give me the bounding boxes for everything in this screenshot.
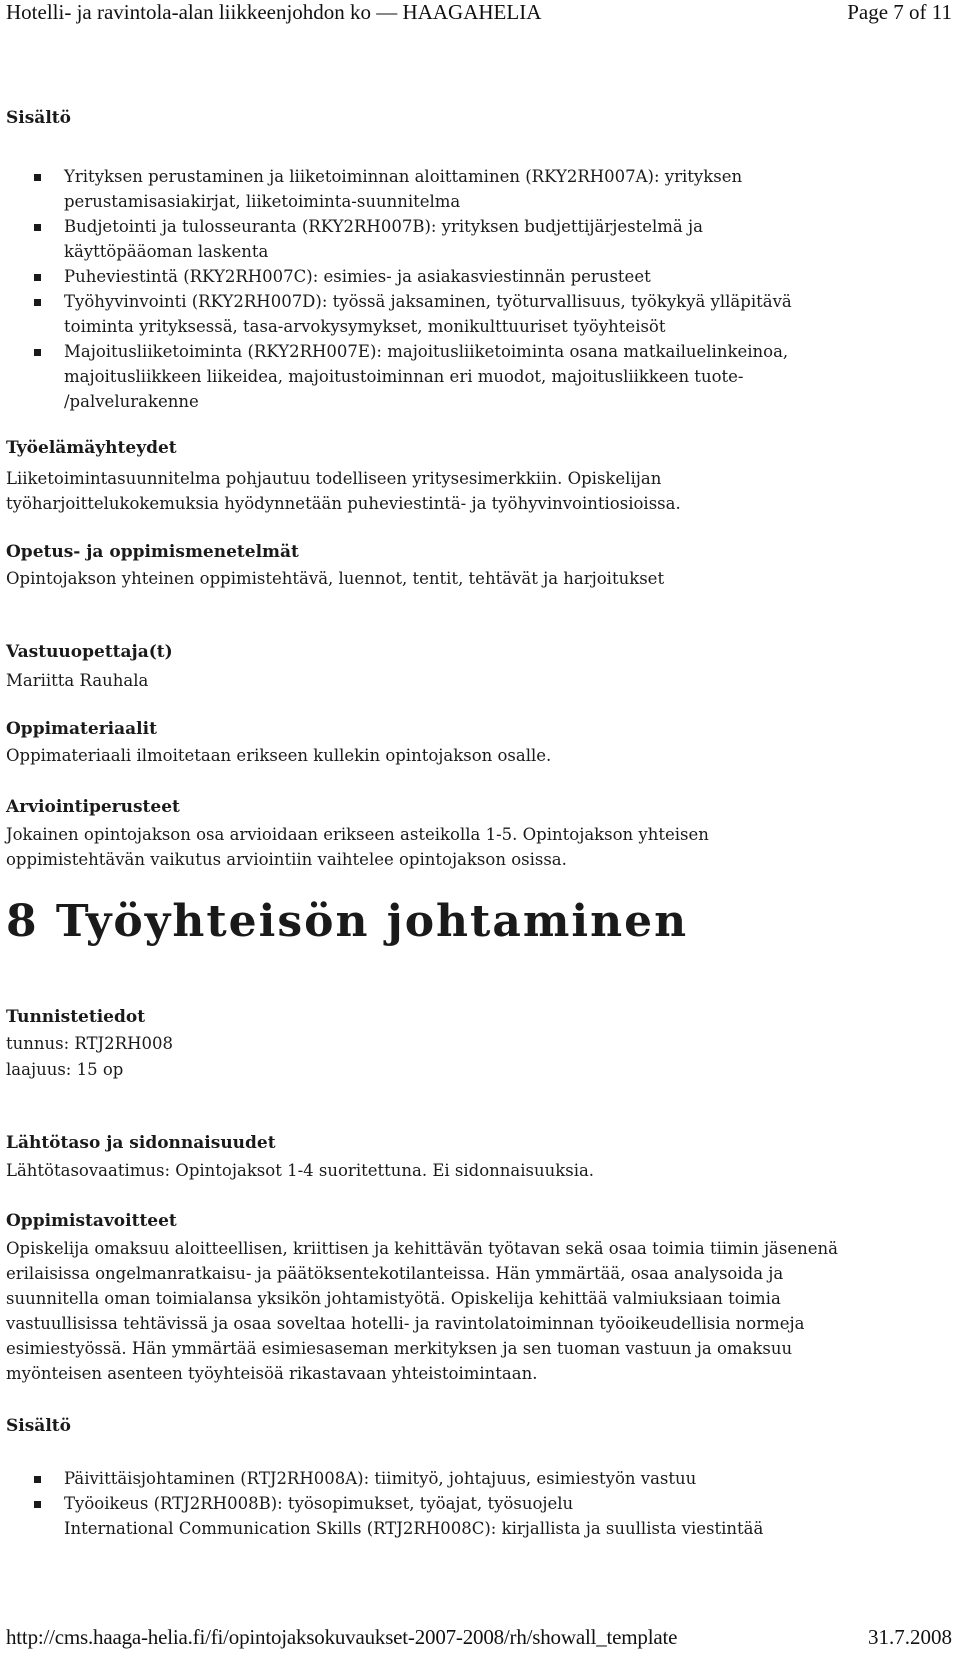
section-heading-lahtotaso: Lähtötaso ja sidonnaisuudet <box>6 1133 276 1153</box>
footer-date: 31.7.2008 <box>868 1625 952 1649</box>
arviointi-text: Jokainen opintojakson osa arvioidaan erikseen asteikolla 1-5. Opintojakson yhteisen oppimistehtävän vaikutus arviointiin vaihtelee opintojakson osissa. <box>6 825 709 869</box>
list-item: Puheviestintä (RKY2RH007C): esimies- ja asiakasviestinnän perusteet <box>6 264 792 289</box>
footer-url: http://cms.haaga-helia.fi/fi/opintojaksokuvaukset-2007-2008/rh/showall_template <box>6 1625 678 1649</box>
bullet-icon <box>34 299 41 306</box>
list-item: Majoitusliiketoiminta (RKY2RH007E): majoitusliiketoiminta osana matkailuelinkeinoa, majoitusliikkeen liikeidea, majoitustoiminnan eri muodot, majoitusliikkeen tuote- /palvelurakenne <box>6 339 792 414</box>
list-item: Työoikeus (RTJ2RH008B): työsopimukset, työajat, työsuojelu <box>6 1491 763 1516</box>
chapter-title: 8 Työyhteisön johtaminen <box>6 896 689 947</box>
section-heading-opetus: Opetus- ja oppimismenetelmät <box>6 542 299 562</box>
tavoitteet-text: Opiskelija omaksuu aloitteellisen, kriittisen ja kehittävän työtavan sekä osaa toimia tiimin jäsenenä erilaisissa ongelmanratkaisu- ja päätöksentekotilanteissa. Hän ymmärtää, osaa analysoida ja suunnitella oman toimialansa yksikön johtamistyötä. Opiskelija kehittää valmiuksiaan toimia vastuullisissa tehtävissä ja osaa soveltaa hotelli- ja ravintolatoiminnan työoikeudellisia normeja esimiestyössä. Hän ymmärtää esimiesaseman merkityksen ja sen tuoman vastuun ja omaksuu myönteisen asenteen työyhteisöä rikastavaan yhteistoimintaan. <box>6 1239 838 1383</box>
lahtotaso-text: Lähtötasovaatimus: Opintojaksot 1-4 suoritettuna. Ei sidonnaisuuksia. <box>6 1161 595 1180</box>
bullet-icon <box>34 1476 41 1483</box>
tyoelama-text: Liiketoimintasuunnitelma pohjautuu todelliseen yritysesimerkkiin. Opiskelijan työharjoittelukokemuksia hyödynnetään puheviestintä- ja työhyvinvointiosioissa. <box>6 469 681 513</box>
list-item: Yrityksen perustaminen ja liiketoiminnan aloittaminen (RKY2RH007A): yrityksen perustamisasiakirjat, liiketoiminta-suunnitelma <box>6 164 792 214</box>
vastuu-text: Mariitta Rauhala <box>6 671 149 690</box>
list-item: International Communication Skills (RTJ2RH008C): kirjallista ja suullista viestintää <box>64 1519 764 1538</box>
bullet-icon <box>34 174 41 181</box>
bullet-icon <box>34 224 41 231</box>
bullet-list-sisalto <box>6 164 792 414</box>
document-title: Hotelli- ja ravintola-alan liikkeenjohdon ko — HAAGAHELIA <box>6 0 542 24</box>
bullet-icon <box>34 349 41 356</box>
page-number: Page 7 of 11 <box>847 0 952 24</box>
list-item: Budjetointi ja tulosseuranta (RKY2RH007B): yrityksen budjettijärjestelmä ja käyttöpääoman laskenta <box>6 214 792 264</box>
bullet-icon <box>34 1501 41 1508</box>
section-heading-tunniste: Tunnistetiedot <box>6 1007 146 1027</box>
bullet-list-sisalto-2 <box>6 1466 763 1541</box>
section-heading-oppimateriaalit: Oppimateriaalit <box>6 719 157 739</box>
section-heading-vastuu: Vastuuopettaja(t) <box>6 642 173 662</box>
section-heading-sisalto-2: Sisältö <box>6 1416 71 1436</box>
section-heading-tavoitteet: Oppimistavoitteet <box>6 1211 177 1231</box>
page-header <box>0 0 960 26</box>
oppimateriaalit-text: Oppimateriaali ilmoitetaan erikseen kullekin opintojakson osalle. <box>6 746 552 765</box>
section-heading-arviointi: Arviointiperusteet <box>6 797 180 817</box>
section-heading-sisalto: Sisältö <box>6 108 71 128</box>
bullet-icon <box>34 274 41 281</box>
section-heading-tyoelama: Työelämäyhteydet <box>6 438 177 458</box>
list-item: Päivittäisjohtaminen (RTJ2RH008A): tiimityö, johtajuus, esimiestyön vastuu <box>6 1466 763 1491</box>
tunnus-text: tunnus: RTJ2RH008 <box>6 1034 173 1053</box>
laajuus-text: laajuus: 15 op <box>6 1060 124 1079</box>
opetus-text: Opintojakson yhteinen oppimistehtävä, luennot, tentit, tehtävät ja harjoitukset <box>6 569 665 588</box>
list-item: Työhyvinvointi (RKY2RH007D): työssä jaksaminen, työturvallisuus, työkykyä ylläpitävä toiminta yrityksessä, tasa-arvokysymykset, monikulttuuriset työyhteisöt <box>6 289 792 339</box>
